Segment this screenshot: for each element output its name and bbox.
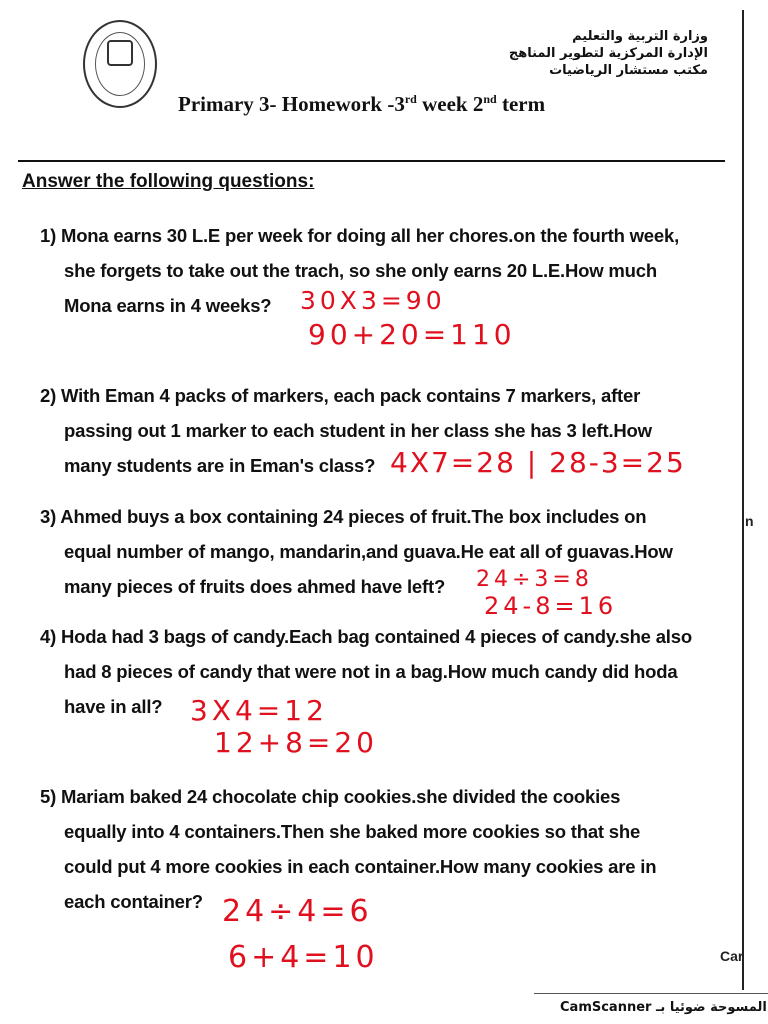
question-line: passing out 1 marker to each student in her class she has 3 left.How: [64, 420, 652, 441]
handwritten-answer: 30X3=90: [300, 286, 446, 315]
edge-fragment-text: n: [745, 513, 754, 529]
question-line: have in all?: [64, 696, 163, 717]
question-line: could put 4 more cookies in each container.How many cookies are in: [64, 856, 657, 877]
footer-divider: [534, 993, 768, 994]
header-divider: [18, 160, 725, 162]
question-line: each container?: [64, 891, 203, 912]
scanner-footer: [534, 993, 768, 1024]
scanner-watermark: CamScanner المسوحة ضوئيا بـ: [560, 1000, 767, 1015]
question-line: 4) Hoda had 3 bags of candy.Each bag contained 4 pieces of candy.she also: [40, 626, 692, 647]
edge-fragment-text: Car: [720, 948, 744, 964]
question-line: equal number of mango, mandarin,and guava.He eat all of guavas.How: [64, 541, 673, 562]
question-5: [40, 779, 740, 919]
ministry-header: [478, 28, 708, 79]
page-title: Primary 3- Homework -3rd week 2nd term: [178, 92, 546, 116]
page-edge-line: [742, 10, 744, 990]
handwritten-answer: 24÷3=8: [476, 567, 593, 592]
question-line: many pieces of fruits does ahmed have left?: [64, 576, 446, 597]
handwritten-answer: 12+8=20: [214, 726, 378, 759]
question-line: 1) Mona earns 30 L.E per week for doing all her chores.on the fourth week,: [40, 225, 680, 246]
handwritten-answer: 24-8=16: [484, 592, 618, 620]
question-line: she forgets to take out the trach, so she only earns 20 L.E.How much: [64, 260, 657, 281]
ministry-line: الإدارة المركزية لتطوير المناهج: [508, 46, 708, 61]
ministry-seal-icon: [83, 20, 157, 108]
question-line: 5) Mariam baked 24 chocolate chip cookies.she divided the cookies: [40, 786, 621, 807]
question-line: equally into 4 containers.Then she baked more cookies so that she: [64, 821, 641, 842]
question-line: 2) With Eman 4 packs of markers, each pack contains 7 markers, after: [40, 385, 641, 406]
seal-emblem: [107, 40, 133, 66]
question-line: 3) Ahmed buys a box containing 24 pieces of fruit.The box includes on: [40, 506, 647, 527]
handwritten-answer: 90+20=110: [308, 318, 516, 351]
question-line: had 8 pieces of candy that were not in a bag.How much candy did hoda: [64, 661, 678, 682]
question-line: many students are in Eman's class?: [64, 455, 376, 476]
question-3: [40, 499, 740, 604]
ministry-line: وزارة التربية والتعليم: [572, 29, 708, 44]
question-line: Mona earns in 4 weeks?: [64, 295, 272, 316]
handwritten-answer: 3X4=12: [190, 694, 328, 727]
instructions-heading: Answer the following questions:: [22, 171, 315, 192]
handwritten-answer: 4X7=28 | 28-3=25: [390, 446, 686, 479]
handwritten-answer: 6+4=10: [228, 940, 379, 975]
question-4: [40, 619, 740, 724]
ministry-line: مكتب مستشار الرياضيات: [549, 63, 708, 78]
handwritten-answer: 24÷4=6: [222, 894, 373, 929]
